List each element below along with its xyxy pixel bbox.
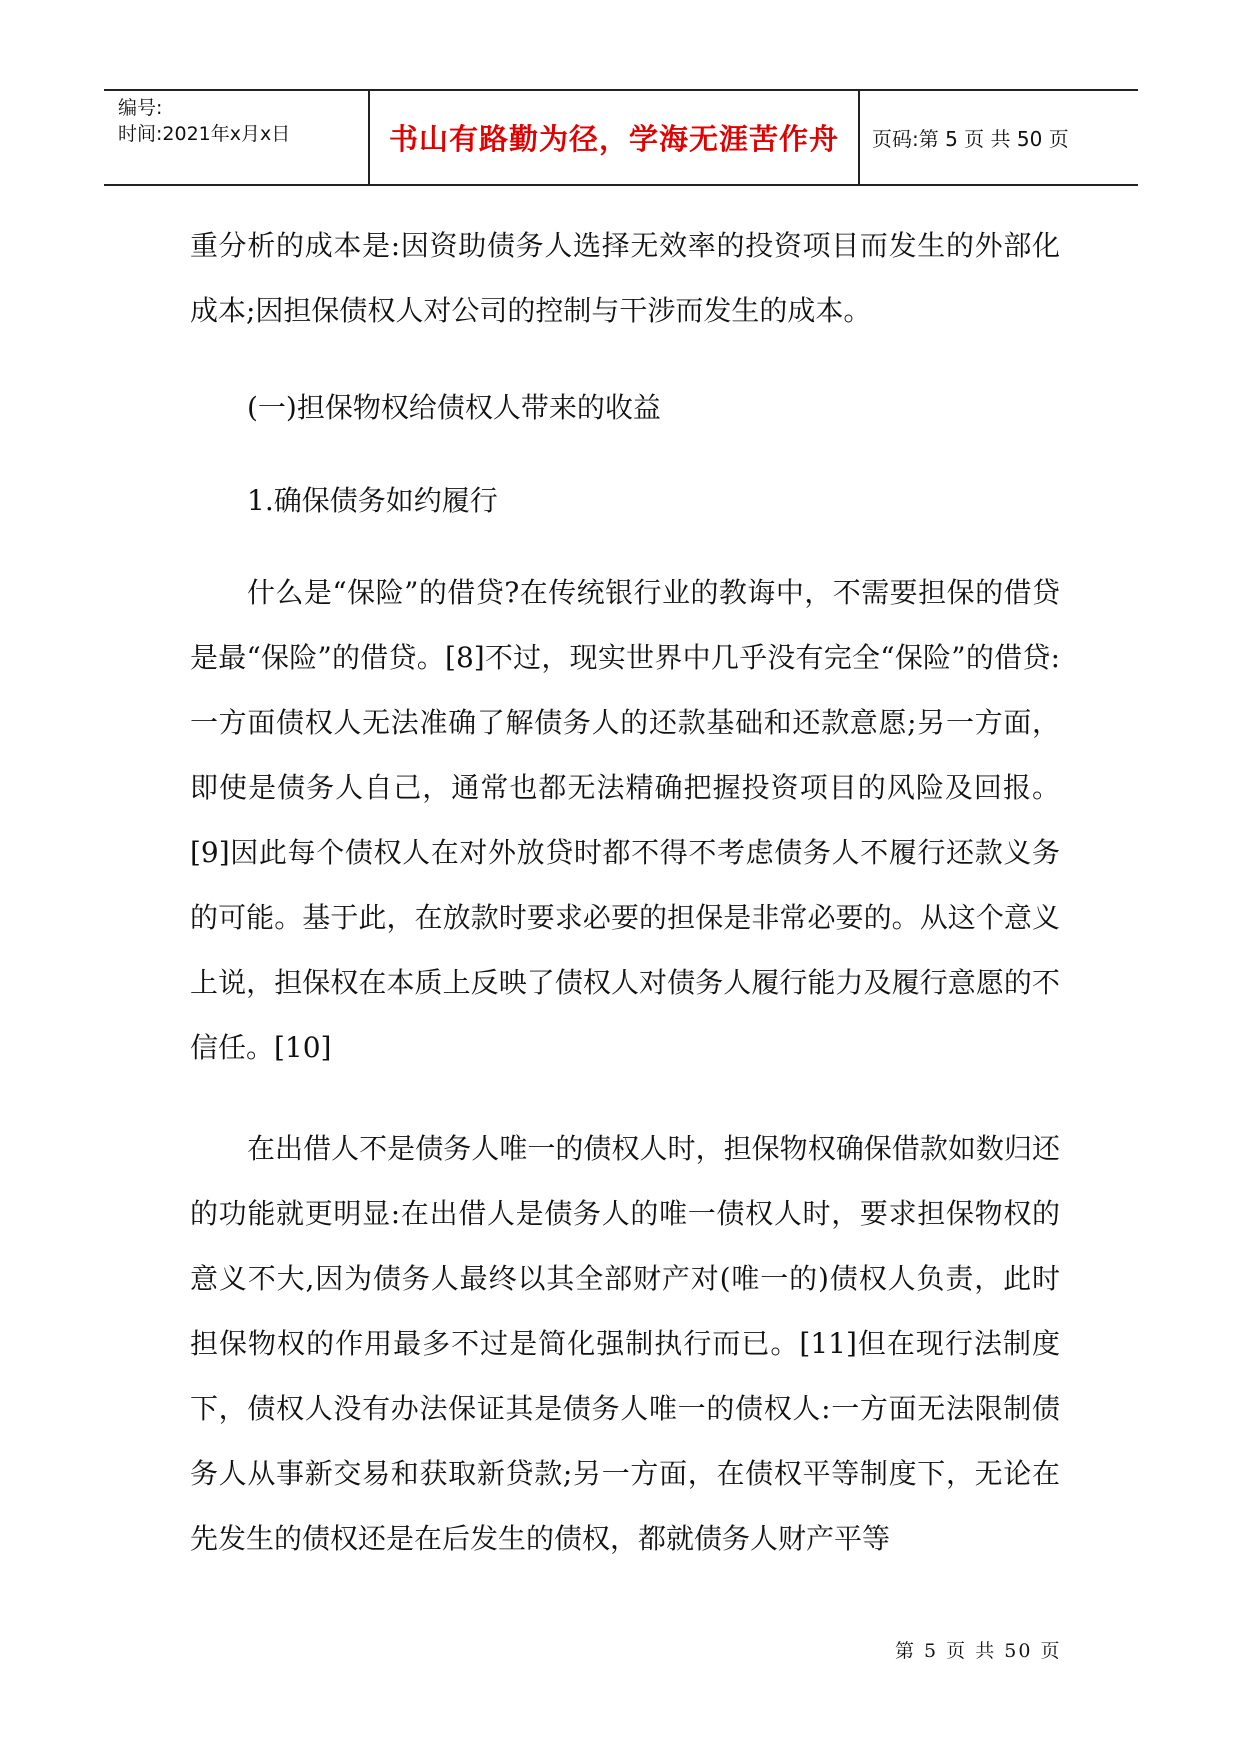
paragraph: 什么是“保险”的借贷?在传统银行业的教诲中，不需要担保的借贷是最“保险”的借贷。[8]不过，现实世界中几乎没有完全“保险”的借贷:一方面债权人无法准确了解债务人的还款基础和还款意愿;另一方面，即使是债务人自己，通常也都无法精确把握投资项目的风险及回报。[9]因此每个债权人在对外放贷时都不得不考虑债务人不履行还款义务的可能。基于此，在放款时要求必要的担保是非常必要的。从这个意义上说，担保权在本质上反映了债权人对债务人履行能力及履行意愿的不信任。[10] bbox=[190, 576, 1060, 1064]
header-meta bbox=[118, 91, 368, 184]
footer-page-number: 第 5 页 共 50 页 bbox=[895, 1640, 1062, 1662]
time-label: 时间:2021年x月x日 bbox=[118, 123, 291, 145]
section-heading: (一)担保物权给债权人带来的收益 bbox=[247, 391, 661, 424]
number-label: 编号: bbox=[118, 97, 163, 119]
header-motto: 书山有路勤为径，学海无涯苦作舟 bbox=[388, 122, 839, 156]
paragraph: 重分析的成本是:因资助债务人选择无效率的投资项目而发生的外部化成本;因担保债权人对公司的控制与干涉而发生的成本。 bbox=[190, 229, 1060, 327]
header-page-number: 页码:第 5 页 共 50 页 bbox=[872, 127, 1069, 151]
page-header bbox=[104, 89, 1138, 186]
header-divider bbox=[858, 91, 860, 184]
paragraph: 在出借人不是债务人唯一的债权人时，担保物权确保借款如数归还的功能就更明显:在出借人是债务人的唯一债权人时，要求担保物权的意义不大,因为债务人最终以其全部财产对(唯一的)债权人负责，此时担保物权的作用最多不过是简化强制执行而已。[11]但在现行法制度下，债权人没有办法保证其是债务人唯一的债权人:一方面无法限制债务人从事新交易和获取新贷款;另一方面，在债权平等制度下，无论在先发生的债权还是在后发生的债权，都就债务人财产平等 bbox=[190, 1132, 1060, 1555]
subsection-heading: 1.确保债务如约履行 bbox=[247, 484, 498, 517]
